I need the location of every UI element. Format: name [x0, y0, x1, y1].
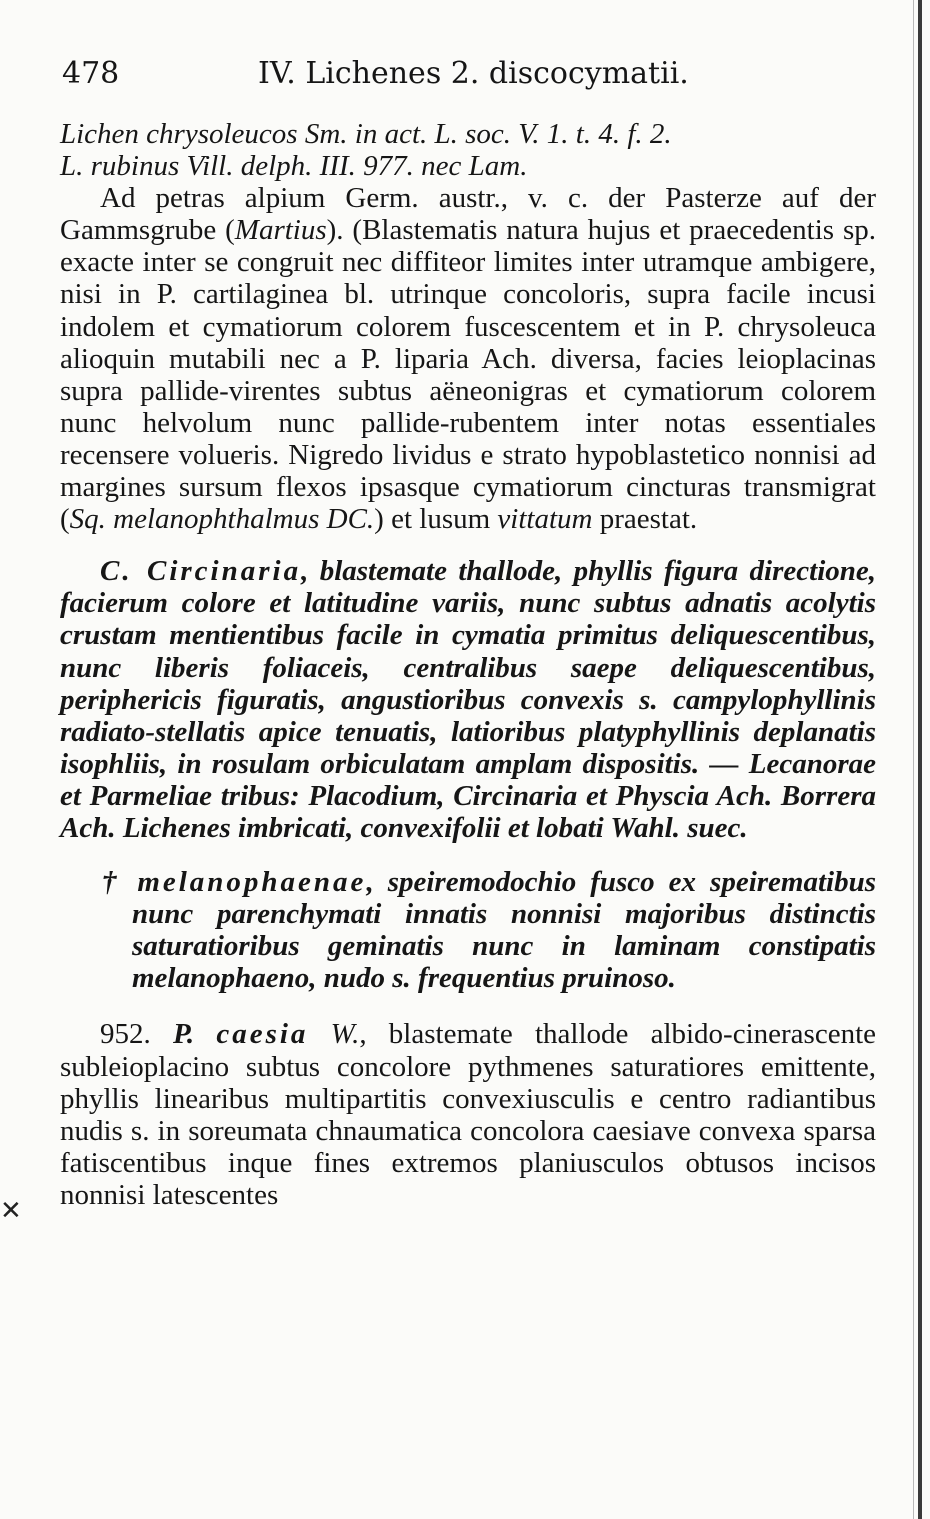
synonym-line-2: L. rubinus Vill. delph. III. 977. nec Lam. — [60, 150, 528, 183]
subsection-label: melanophaenae — [137, 866, 367, 899]
subsection-melanophaenae — [60, 866, 876, 994]
text-body — [60, 118, 876, 1211]
habitat-text-a: Ad petras alpium Germ. austr., v. c. der Pasterze auf der Gammsgrube ( — [60, 182, 876, 247]
section-label: C. Circinaria — [100, 555, 302, 588]
species-genus: P. — [172, 1018, 217, 1051]
species-epithet: caesia — [216, 1018, 309, 1051]
section-circinaria — [60, 555, 876, 844]
species-author: W. — [308, 1018, 360, 1051]
variety-name: vittatum — [497, 503, 593, 536]
habitat-text-d: praestat. — [592, 503, 698, 536]
subsection-description: , speiremodochio fusco ex speirematibus nunc parenchymati innatis nonnisi majoribus distinctis saturatioribus geminatis nunc in laminam constipatis melanophaeno, nudo s. frequentius pruinoso. — [132, 866, 877, 995]
species-number: 952. — [100, 1018, 151, 1051]
habitat-text-b: ). (Blastematis natura hujus et praecedentis sp. exacte inter se congruit nec diffiteor limites inter utramque ambigere, nisi in P. cartilaginea bl. utrinque concoloris, supra facile incusi indolem et cymatiorum colorem fuscescentem et in P. chrysoleuca alioquin mutabili nec a P. liparia Ach. diversa, facies leioplacinas supra pallide-virentes subtus aëneonigras et cymatiorum colorem nunc helvolum nunc pallide-rubentem inter notas essentiales recensere volueris. Nigredo lividus e strato hypoblastetico nonnisi ad margines sursum flexos ipsasque cymatiorum cincturas transmigrat ( — [60, 214, 877, 536]
running-header — [62, 48, 882, 100]
page-edge-shadow — [913, 0, 914, 1519]
running-title: IV. Lichenes 2. discocymatii. — [258, 56, 689, 91]
page-edge-binding — [918, 0, 922, 1519]
habitat-text-c: ) et lusum — [374, 503, 498, 536]
dagger-symbol: † — [102, 866, 124, 899]
species-description: , blastemate thallode albido-cinerascente subleioplacino subtus concolore pythmenes saturatiores emittente, phyllis linearibus multipartitis convexiusculis e centro radiantibus nudis s. in soreumata chnaumatica concolora caesiave convexa sparsa fatiscentibus inque fines extremos planiusculos obtusos incisos nonnisi latescentes — [60, 1018, 877, 1211]
margin-cross-mark: ✕ — [0, 1196, 22, 1226]
synonym-sq: Sq. melanophthalmus DC. — [69, 503, 375, 536]
habitat-paragraph — [60, 182, 876, 535]
species-952 — [60, 1018, 876, 1211]
collector-name: Martius — [234, 214, 327, 247]
page-number: 478 — [62, 56, 120, 91]
section-description: , blastemate thallode, phyllis figura directione, facierum colore et latitudine variis, nunc subtus adnatis acolytis crustam mentientibus facile in cymatia primitus deliquescentibus, nunc liberis foliaceis, centralibus saepe deliquescentibus, periphericis figuratis, angustioribus convexis s. campylophyllinis radiato-stellatis apice tenuatis, latioribus platyphyllinis deplanatis isophliis, in rosulam orbiculatam amplam dispositis. — Lecanorae et Parmeliae tribus: Placodium, Circinaria et Physcia Ach. Borrera Ach. Lichenes imbricati, convexifolii et lobati Wahl. suec. — [60, 555, 876, 844]
synonym-line-1: Lichen chrysoleucos Sm. in act. L. soc. V. 1. t. 4. f. 2. — [60, 118, 672, 150]
